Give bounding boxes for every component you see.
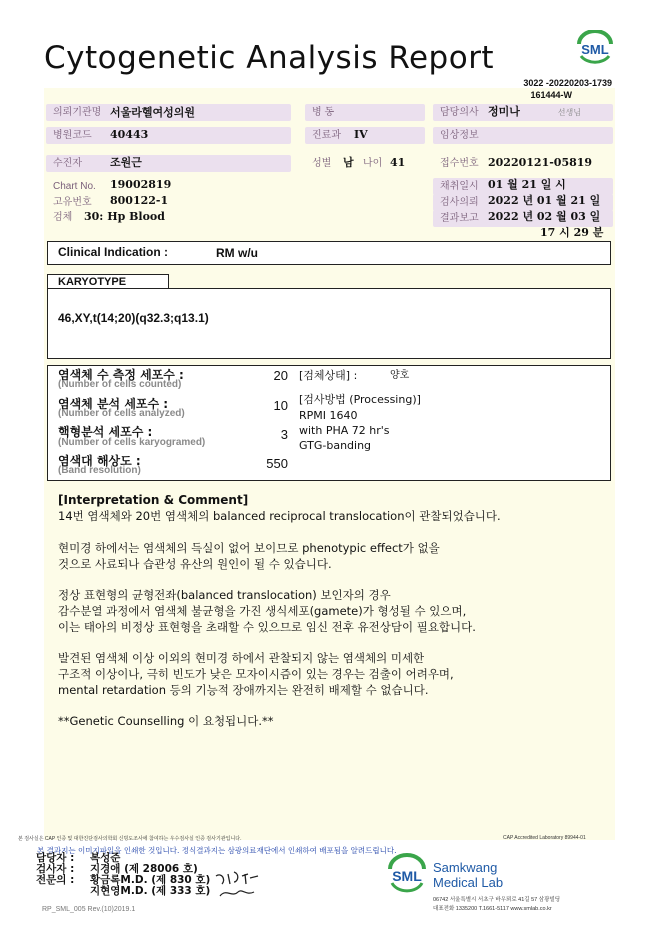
samkwang-logo-text: SML bbox=[392, 868, 422, 884]
clinical-info-label-cell bbox=[433, 127, 613, 144]
sml-logo-icon bbox=[573, 30, 617, 66]
count-value-band: 550 bbox=[266, 456, 288, 471]
specimen-status-label: [검체상태] : bbox=[299, 369, 358, 382]
doctor-name-text: 정미나 bbox=[488, 105, 520, 118]
receiver-label-cell bbox=[46, 155, 291, 172]
count-label-analyzed-en: (Number of cells analyzed) bbox=[58, 408, 185, 419]
collected-label: 채취일시 bbox=[440, 181, 479, 192]
chart-number: 19002819 bbox=[110, 178, 172, 191]
hospital-code-label: 병원코드 bbox=[53, 130, 92, 141]
accreditation-note: 본 검사실은 CAP 인증 및 대한진단검사의학회 신빙도조사에 참여하는 우수검사실 인증 검사기관입니다. bbox=[18, 836, 242, 842]
cap-accreditation: CAP Accredited Laboratory 89944-01 bbox=[503, 835, 586, 841]
requested-date: 2022 년 01 월 21 일 bbox=[488, 194, 601, 207]
interpretation-line: 구조적 이상이나, 극히 빈도가 낮은 모자이시즘이 있는 경우는 검출이 어려우며, bbox=[58, 667, 454, 681]
interpretation-line: **Genetic Counselling 이 요청됩니다.** bbox=[58, 714, 274, 728]
collected-date: 01 월 21 일 시 bbox=[488, 178, 566, 191]
lab-address: 06742 서울특별시 서초구 바우뫼로 41길 57 삼광빌딩 bbox=[433, 897, 561, 903]
count-label-counted-en: (Number of cells counted) bbox=[58, 379, 182, 390]
count-label-karyogramed: 핵형분석 세포수 : bbox=[58, 425, 153, 439]
processing-line-2: with PHA 72 hr's bbox=[299, 424, 390, 437]
processing-line-3: GTG-banding bbox=[299, 439, 372, 452]
staff-name: 황금록M.D. (제 830 호) bbox=[90, 874, 211, 886]
karyotype-tab: KARYOTYPE bbox=[47, 274, 169, 289]
doctor-name bbox=[488, 103, 581, 121]
dept-value: IV bbox=[354, 128, 368, 141]
print-notice: 본 결과지는 이미지파일을 인쇄한 것입니다. 정식결과지는 삼광의료재단에서 인쇄하여 배포됨을 알려드립니다. bbox=[37, 846, 397, 855]
karyotype-value: 46,XY,t(14;20)(q32.3;q13.1) bbox=[58, 311, 209, 325]
accession-label: 접수번호 bbox=[440, 158, 479, 169]
sex-value: 남 bbox=[343, 156, 354, 169]
count-value-counted: 20 bbox=[273, 368, 288, 383]
clinical-indication-label: Clinical Indication : bbox=[58, 245, 169, 259]
hospital-code-label-cell bbox=[46, 127, 291, 144]
interpretation-line: 현미경 하에서는 염색체의 득실이 없어 보이므로 phenotypic effect가 없을 bbox=[58, 541, 440, 555]
count-value-analyzed: 10 bbox=[273, 398, 288, 413]
document-number bbox=[520, 77, 612, 101]
staff-role: 전문의 : bbox=[36, 874, 75, 886]
hospital-code: 40443 bbox=[110, 128, 149, 141]
count-label-band: 염색대 해상도 : bbox=[58, 454, 141, 468]
specimen-status-value: 양호 bbox=[390, 370, 410, 381]
count-label-analyzed: 염색체 분석 세포수 : bbox=[58, 397, 169, 411]
hospital-label: 의뢰기관명 bbox=[53, 107, 102, 118]
clinical-info-label: 임상정보 bbox=[440, 130, 479, 141]
id-label: 고유번호 bbox=[53, 197, 92, 208]
interpretation-line: mental retardation 등의 기능적 장애까지는 완전히 배제할 수 없습니다. bbox=[58, 683, 429, 697]
interpretation-line: 발견된 염색체 이상 이외의 현미경 하에서 관찰되지 않는 염색체의 미세한 bbox=[58, 651, 425, 665]
form-revision: RP_SML_005 Rev.(10)2019.1 bbox=[42, 906, 136, 913]
receiver-name: 조원근 bbox=[110, 156, 142, 169]
signature-icon bbox=[212, 868, 262, 902]
specimen-type: 30: Hp Blood bbox=[84, 210, 165, 223]
staff-name: 지현영M.D. (제 333 호) bbox=[90, 885, 211, 897]
interpretation-line: 정상 표현형의 균형전좌(balanced translocation) 보인자의 경우 bbox=[58, 588, 391, 602]
staff-name: 복성준 bbox=[90, 852, 121, 864]
lab-phone: 대표전화 1335200 T.1661-5117 www.smlab.co.kr bbox=[433, 906, 552, 912]
reported-time: 17 시 29 분 bbox=[540, 226, 604, 239]
hospital-name: 서울라헬여성의원 bbox=[110, 106, 196, 119]
count-label-karyogramed-en: (Number of cells karyogramed) bbox=[58, 437, 206, 448]
specimen-label: 검체 bbox=[53, 212, 73, 223]
chart-label: Chart No. bbox=[53, 181, 96, 192]
lab-name bbox=[433, 860, 503, 890]
lab-name-line-1: Samkwang bbox=[433, 860, 498, 875]
lab-name-line-2: Medical Lab bbox=[433, 875, 504, 890]
samkwang-logo-icon bbox=[384, 853, 430, 895]
id-number: 800122-1 bbox=[110, 194, 169, 207]
document-number-suffix: 161444-W bbox=[530, 90, 572, 100]
interpretation-line: 14번 염색체와 20번 염색체의 balanced reciprocal translocation이 관찰되었습니다. bbox=[58, 509, 501, 523]
requested-label: 검사의뢰 bbox=[440, 197, 479, 208]
age-label: 나이 bbox=[363, 158, 383, 169]
staff-role: 검사자 : bbox=[36, 863, 75, 875]
processing-line-1: RPMI 1640 bbox=[299, 409, 358, 422]
receiver-label: 수진자 bbox=[53, 158, 82, 169]
report-title: Cytogenetic Analysis Report bbox=[44, 40, 495, 76]
dept-label: 진료과 bbox=[312, 130, 341, 141]
sex-label: 성별 bbox=[312, 158, 332, 169]
sml-logo-text: SML bbox=[581, 42, 609, 57]
ward-label: 병 동 bbox=[312, 107, 335, 118]
doctor-label: 담당의사 bbox=[440, 107, 479, 118]
interpretation-line: 것으로 사료되나 습관성 유산의 원인이 될 수 있습니다. bbox=[58, 557, 332, 571]
count-label-band-en: (Band resolution) bbox=[58, 465, 141, 476]
staff-role: 담당자 : bbox=[36, 852, 75, 864]
reported-label: 결과보고 bbox=[440, 213, 479, 224]
interpretation-line: 감수분열 과정에서 염색체 불균형을 가진 생식세포(gamete)가 형성될 수 있으며, bbox=[58, 604, 467, 618]
staff-name: 지경애 (제 28006 호) bbox=[90, 863, 198, 875]
doctor-suffix: 선생님 bbox=[557, 108, 581, 117]
processing-label: [검사방법 (Processing)] bbox=[299, 393, 421, 406]
interpretation-line: 이는 태아의 비정상 표현형을 초래할 수 있으므로 임신 전후 유전상담이 필요합니다. bbox=[58, 620, 476, 634]
ward-label-cell bbox=[305, 104, 425, 121]
count-label-counted: 염색체 수 측정 세포수 : bbox=[58, 368, 184, 382]
clinical-indication-value: RM w/u bbox=[216, 246, 258, 260]
age-value: 41 bbox=[390, 156, 406, 169]
reported-date: 2022 년 02 월 03 일 bbox=[488, 210, 601, 223]
interpretation-heading: [Interpretation & Comment] bbox=[58, 493, 249, 507]
accession-number: 20220121-05819 bbox=[488, 156, 593, 169]
document-number-main: 3022 -20220203-1739 bbox=[523, 78, 612, 88]
count-value-karyogramed: 3 bbox=[280, 427, 288, 442]
